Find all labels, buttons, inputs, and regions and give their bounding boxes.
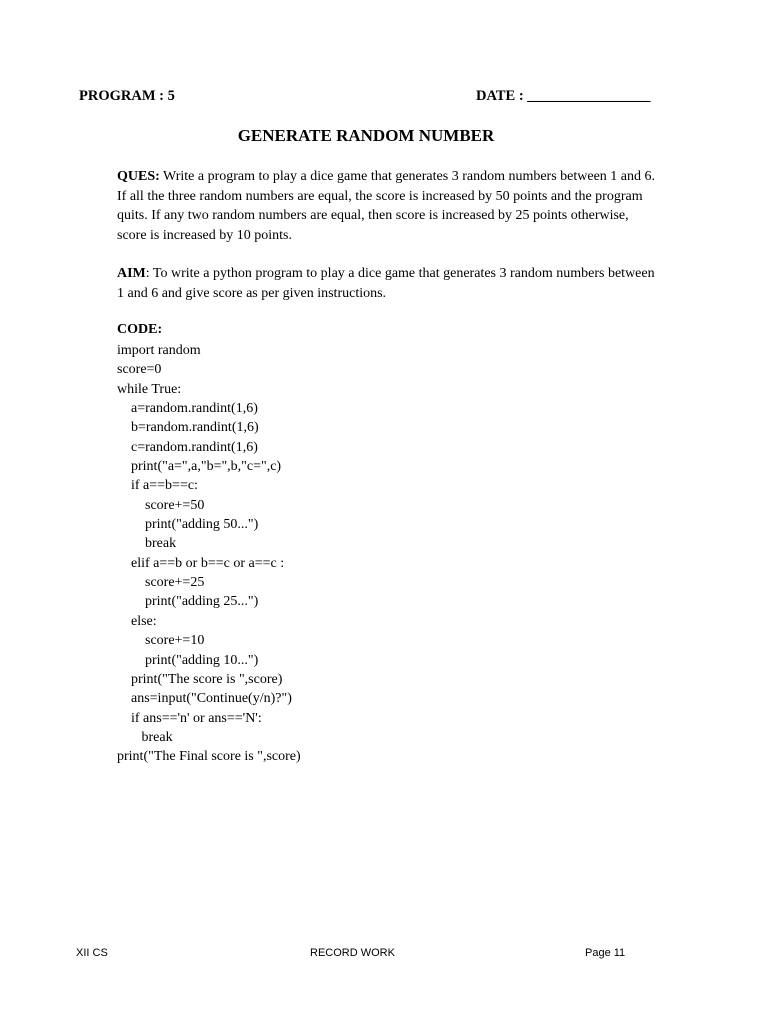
code-line: elif a==b or b==c or a==c : bbox=[117, 555, 285, 571]
footer-class: XII CS bbox=[76, 947, 108, 959]
aim-label: AIM bbox=[117, 266, 146, 281]
code-line: import random bbox=[117, 343, 201, 358]
code-line: else: bbox=[117, 613, 157, 629]
question-label: QUES: bbox=[117, 169, 160, 184]
code-line: if ans=='n' or ans=='N': bbox=[117, 710, 262, 726]
code-line: a=random.randint(1,6) bbox=[117, 401, 258, 417]
date-field: DATE : _________________ bbox=[476, 88, 651, 104]
code-block bbox=[117, 341, 301, 767]
code-line: score+=10 bbox=[117, 633, 205, 649]
code-line: print("a=",a,"b=",b,"c=",c) bbox=[117, 459, 282, 475]
code-line: break bbox=[117, 729, 173, 745]
code-line: score+=25 bbox=[117, 575, 205, 591]
program-number: PROGRAM : 5 bbox=[79, 88, 175, 104]
code-line: ans=input("Continue(y/n)?") bbox=[117, 691, 292, 707]
code-line: b=random.randint(1,6) bbox=[117, 420, 259, 436]
code-line: while True: bbox=[117, 381, 182, 397]
question-text: Write a program to play a dice game that generates 3 random numbers between 1 and 6. If all the three random numbers are equal, the score is increased by 50 points and the program quits. If any two random numbers are equal, then score is increased by 25 points otherwise, score is increased by 10 points. bbox=[117, 169, 656, 243]
code-line: score=0 bbox=[117, 362, 162, 378]
aim-text: : To write a python program to play a dice game that generates 3 random numbers between 1 and 6 and give score as per given instructions. bbox=[117, 266, 655, 301]
code-line: print("The score is ",score) bbox=[117, 671, 283, 687]
footer-title: RECORD WORK bbox=[310, 947, 395, 959]
aim-paragraph bbox=[117, 264, 657, 303]
code-line: print("adding 25...") bbox=[117, 594, 259, 610]
code-line: print("adding 50...") bbox=[117, 517, 259, 533]
code-line: print("The Final score is ",score) bbox=[117, 749, 301, 765]
code-line: if a==b==c: bbox=[117, 478, 198, 494]
code-line: c=random.randint(1,6) bbox=[117, 439, 258, 455]
footer-page-number: Page 11 bbox=[585, 947, 626, 959]
code-line: print("adding 10...") bbox=[117, 652, 259, 668]
code-label: CODE: bbox=[117, 322, 163, 337]
code-line: score+=50 bbox=[117, 497, 205, 513]
page-title: GENERATE RANDOM NUMBER bbox=[237, 126, 495, 145]
question-paragraph bbox=[117, 167, 657, 245]
code-line: break bbox=[117, 536, 177, 552]
